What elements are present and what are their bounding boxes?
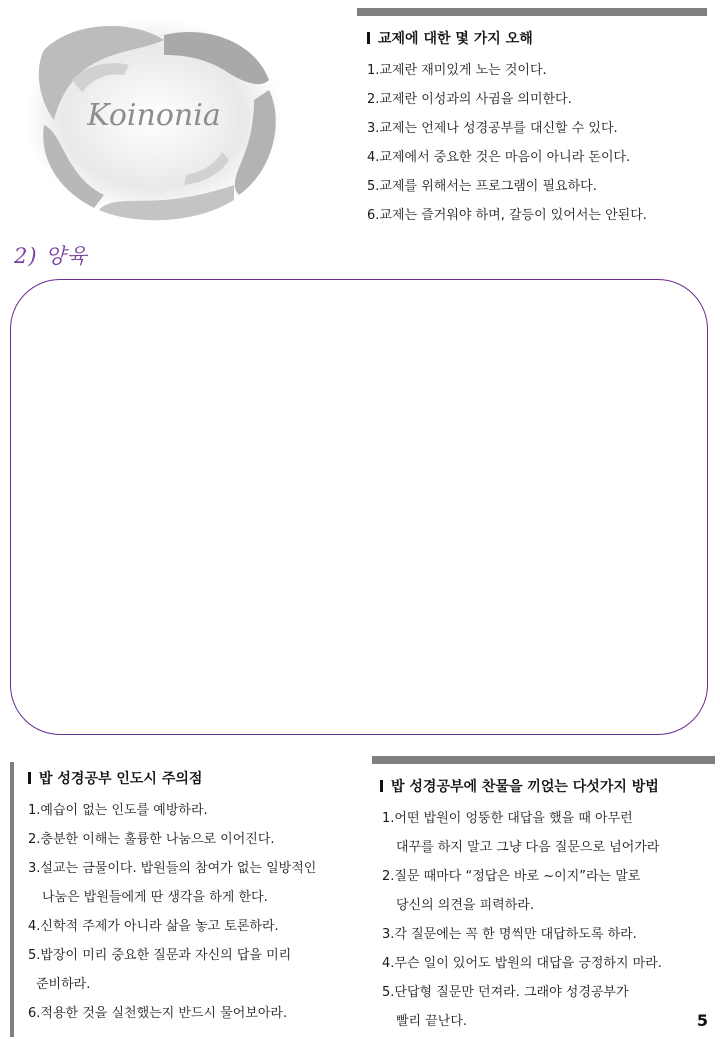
list-item: 5.교제를 위해서는 프로그램이 필요하다. (367, 179, 597, 194)
list-item: 1.어떤 밥원이 엉뚱한 대답을 했을 때 아무런 (382, 811, 633, 826)
list-item: 3.교제는 언제나 성경공부를 대신할 수 있다. (367, 121, 618, 136)
list-item-continuation: 대꾸를 하지 말고 그냥 다음 질문으로 넘어가라 (396, 840, 660, 855)
list-item: 2.교제란 이성과의 사귐을 의미한다. (367, 92, 572, 107)
list-item: 3.각 질문에는 꼭 한 명씩만 대답하도록 하라. (382, 927, 637, 942)
section-title: 2) 양육 (14, 244, 88, 268)
methods-title: 밥 성경공부에 찬물을 끼얹는 다섯가지 방법 (391, 779, 659, 795)
methods-list (382, 804, 715, 1036)
list-item: 4.신학적 주제가 아니라 삶을 놓고 토론하라. (28, 919, 279, 934)
list-item: 3.설교는 금물이다. 밥원들의 참여가 없는 일방적인 (28, 861, 317, 876)
koinonia-logo-text: Koinonia (87, 98, 221, 133)
precautions-section (10, 762, 365, 1037)
precautions-list (28, 796, 365, 1028)
methods-section (370, 760, 715, 1036)
list-item: 2.질문 때마다 “정답은 바로 ~이지”라는 말로 (382, 869, 641, 884)
koinonia-logo-image (14, 10, 294, 230)
list-item: 1.예습이 없는 인도를 예방하라. (28, 803, 208, 818)
list-item: 6.적용한 것을 실천했는지 반드시 물어보아라. (28, 1006, 288, 1021)
list-item-continuation: 나눔은 밥원들에게 딴 생각을 하게 한다. (42, 890, 268, 905)
misconceptions-heading (367, 28, 712, 48)
list-item: 5.밥장이 미리 중요한 질문과 자신의 답을 미리 (28, 948, 292, 963)
misconceptions-section (367, 28, 712, 230)
empty-content-frame (10, 279, 708, 735)
page-number: 5 (696, 1011, 708, 1030)
list-item-continuation: 빨리 끝난다. (396, 1014, 468, 1029)
precautions-heading (28, 768, 365, 788)
list-item: 1.교제란 재미있게 노는 것이다. (367, 63, 547, 78)
methods-heading (380, 776, 715, 796)
list-item: 5.단답형 질문만 던져라. 그래야 성경공부가 (382, 985, 629, 1000)
list-item: 4.무슨 일이 있어도 밥원의 대답을 긍정하지 마라. (382, 956, 662, 971)
misconceptions-title: 교제에 대한 몇 가지 오해 (378, 31, 533, 47)
list-item: 4.교제에서 중요한 것은 마음이 아니라 돈이다. (367, 150, 631, 165)
misconceptions-list (367, 56, 712, 230)
precautions-title: 밥 성경공부 인도시 주의점 (39, 771, 203, 787)
heading-marker (380, 780, 383, 792)
list-item: 2.충분한 이해는 훌륭한 나눔으로 이어진다. (28, 832, 275, 847)
list-item-continuation: 당신의 의견을 피력하라. (396, 898, 534, 913)
heading-marker (367, 32, 370, 44)
list-item-continuation: 준비하라. (36, 977, 91, 992)
top-divider-bar (357, 8, 707, 16)
list-item: 6.교제는 즐거워야 하며, 갈등이 있어서는 안된다. (367, 208, 647, 223)
heading-marker (28, 772, 31, 784)
